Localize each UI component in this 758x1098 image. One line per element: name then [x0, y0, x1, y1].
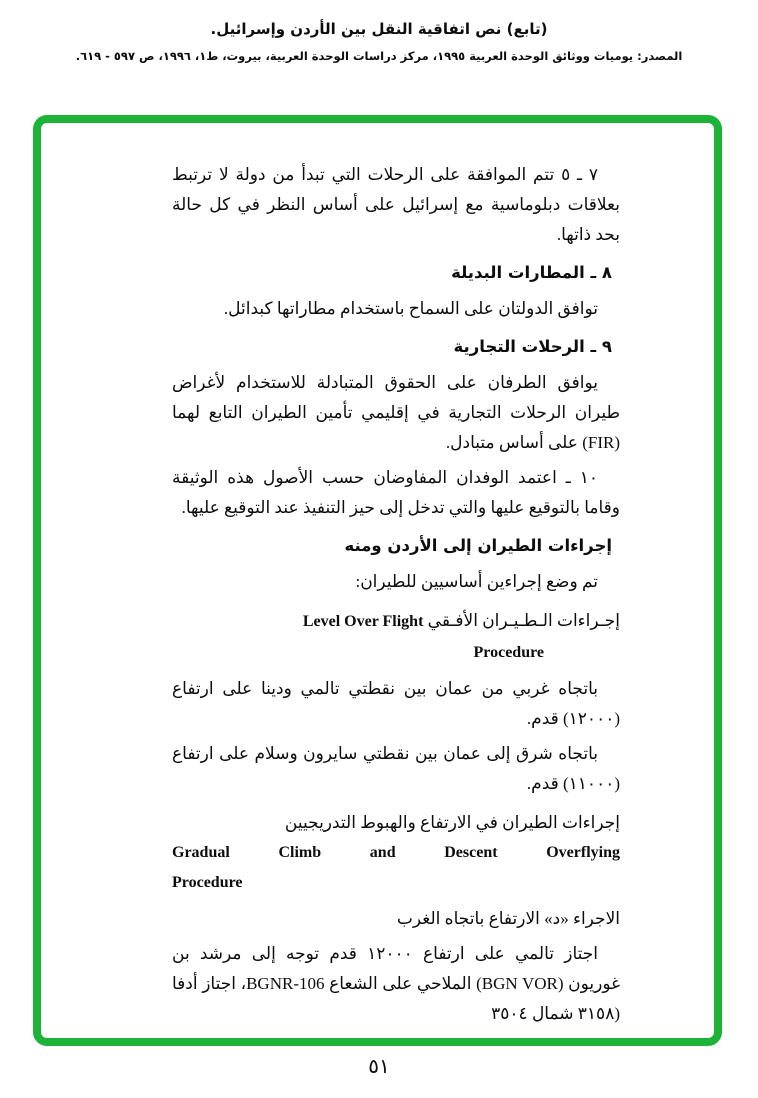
document-title: (تابع) نص اتفاقية النقل بين الأردن وإسرائيل. — [210, 20, 548, 38]
document-header — [0, 20, 758, 63]
paragraph-procedure-d-west-climb: الاجراء «د» الارتفاع باتجاه الغرب — [396, 909, 620, 928]
gradual-climb-arabic-line: إجراءات الطيران في الارتفاع والهبوط التدريجيين — [284, 813, 620, 832]
section-heading-alternate-airports: ٨ ـ المطارات البديلة — [451, 263, 612, 282]
paragraph-eastbound-route: باتجاه شرق إلى عمان بين نقطتي سايرون وسلام على ارتفاع (١١٠٠٠) قدم. — [172, 744, 620, 793]
paragraph-talmi-bgn-vor: اجتاز تالمي على ارتفاع ١٢٠٠٠ قدم توجه إلى مرشد بن غوريون (BGN VOR) الملاحي على الشعاع BGNR-106، اجتاز أدفا (٣١٥٨ شمال ٣٥٠٤ — [172, 944, 621, 1023]
level-over-flight-procedure-line — [172, 637, 620, 668]
gradual-climb-english-line: Gradual Climb and Descent Overflying — [172, 844, 620, 861]
level-over-flight-english-label: Level Over Flight — [302, 613, 424, 630]
section-heading-gradual-climb-descent — [172, 808, 620, 898]
page-number: ٥١ — [368, 1054, 390, 1078]
document-source-citation: المصدر: يوميات ووثائق الوحدة العربية ١٩٩٥، مركز دراسات الوحدة العربية، بيروت، ط١، ١٩٩٦، ص ٥٩٧ - ٦١٩. — [75, 49, 683, 63]
level-over-flight-arabic-label: إجـراءات الـطـيـران الأفـقي — [427, 611, 620, 630]
procedure-word: Procedure — [473, 644, 544, 661]
paragraph-document-adoption: ١٠ ـ اعتمد الوفدان المفاوضان حسب الأصول هذه الوثيقة وقاما بالتوقيع عليها والتي تدخل إلى حيز التنفيذ عند التوقيع عليها. — [172, 468, 620, 517]
level-over-flight-arabic-english-line — [172, 606, 620, 637]
document-body — [41, 123, 714, 1029]
section-heading-flight-procedures-jordan: إجراءات الطيران إلى الأردن ومنه — [344, 536, 612, 555]
paragraph-flight-approval: ٧ ـ ٥ تتم الموافقة على الرحلات التي تبدأ من دولة لا ترتبط بعلاقات دبلوماسية مع إسرائيل على أساس النظر في كل حالة بحد ذاتها. — [172, 165, 620, 244]
green-border-frame — [33, 115, 722, 1046]
section-heading-level-over-flight — [172, 606, 620, 668]
paragraph-westbound-route: باتجاه غربي من عمان بين نقطتي تالمي ودينا على ارتفاع (١٢٠٠٠) قدم. — [172, 679, 620, 728]
paragraph-commercial-flights-fir: يوافق الطرفان على الحقوق المتبادلة للاستخدام لأغراض طيران الرحلات التجارية في إقليمي تأمين الطيران التابع لهما (FIR) على أساس متبادل. — [172, 373, 620, 452]
paragraph-two-procedures-intro: تم وضع إجراءين أساسيين للطيران: — [355, 572, 598, 591]
section-heading-commercial-flights: ٩ ـ الرحلات التجارية — [453, 337, 612, 356]
paragraph-alternate-airports: توافق الدولتان على السماح باستخدام مطاراتها كبدائل. — [223, 299, 598, 318]
gradual-climb-procedure-line: Procedure — [172, 874, 243, 891]
